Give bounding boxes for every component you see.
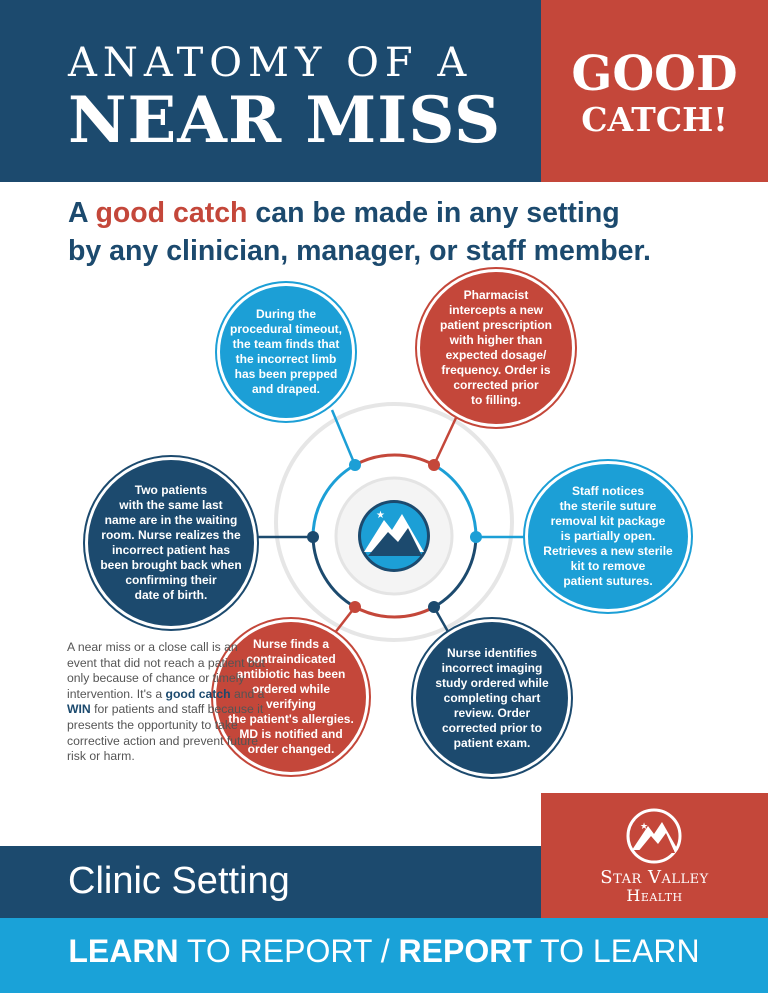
ring-arc-red-top: [355, 455, 434, 465]
badge-line-2: CATCH!: [581, 100, 728, 139]
bubble-timeout: [220, 286, 352, 418]
dot-antibiotic: [349, 601, 361, 613]
definition-intro: A near miss or a close call is an event that did not reach a patient but only because of chance or timely intervention.: [67, 640, 265, 701]
bubble-imaging: [416, 622, 568, 774]
bubble-antibiotic-text: Nurse finds a contraindicated antibiotic has been ordered while verifying the patient's allergies. MD is notified and order changed.: [228, 637, 354, 756]
definition-win: WIN: [67, 702, 91, 717]
dot-patients: [307, 531, 319, 543]
dot-pharmacist: [428, 459, 440, 471]
bubble-suture: [528, 464, 688, 609]
bubble-patients: [88, 460, 254, 626]
definition-rest: for patients and staff because it presents the opportunity to take corrective action and prevent future risk or harm.: [67, 702, 264, 764]
subtitle: [68, 194, 748, 270]
spoke-timeout: [332, 410, 355, 465]
definition-good-catch: good catch: [165, 686, 231, 701]
near-miss-definition: [67, 640, 267, 765]
tagline: [0, 928, 768, 974]
dot-imaging: [428, 601, 440, 613]
svg-text:★: ★: [640, 822, 649, 832]
logo-text-line-2: Health: [626, 886, 683, 905]
subtitle-part-2: can be made in any setting: [247, 197, 620, 229]
tagline-learn: LEARN: [68, 933, 179, 969]
definition-and-a: and a: [230, 686, 265, 701]
badge-line-1: GOOD: [571, 46, 738, 102]
bubble-pharmacist-text: Pharmacist intercepts a new patient prescription with higher than expected dosage/ frequency. Order is corrected prior to filling.: [439, 288, 552, 407]
title-line-2: NEAR MISS: [68, 83, 502, 158]
tagline-report: REPORT: [398, 933, 532, 969]
subtitle-highlight: good catch: [95, 197, 248, 229]
title-line-1: ANATOMY OF A: [68, 40, 473, 86]
definition-its: It's a: [136, 686, 166, 701]
tagline-middle: TO REPORT /: [178, 933, 399, 969]
bubble-imaging-text: Nurse identifies incorrect imaging study ordered while completing chart review. Order corrected prior to patient exam.: [435, 645, 549, 750]
tagline-end: TO LEARN: [531, 933, 700, 969]
bubble-suture-text: Staff notices the sterile suture removal kit package is partially open. Retrieves a new sterile kit to remove patient sutures.: [543, 484, 673, 588]
setting-label: Clinic Setting: [68, 860, 290, 902]
ring-arc-red-bottom: [355, 607, 434, 617]
bubble-patients-text: Two patients with the same last name are in the waiting room. Nurse realizes the incorrect patient has been brought back when confirming their date of birth.: [100, 483, 242, 602]
bubble-timeout-text: During the procedural timeout, the team finds that the incorrect limb has been prepped and draped.: [230, 307, 343, 396]
subtitle-line-2: by any clinician, manager, or staff member.: [68, 235, 651, 267]
bubble-pharmacist: [420, 272, 572, 424]
dot-timeout: [349, 459, 361, 471]
subtitle-part-1: A: [68, 197, 96, 229]
dot-suture: [470, 531, 482, 543]
logo-text-line-1: Star Valley: [600, 867, 709, 888]
center-star-icon: ★: [376, 510, 385, 521]
